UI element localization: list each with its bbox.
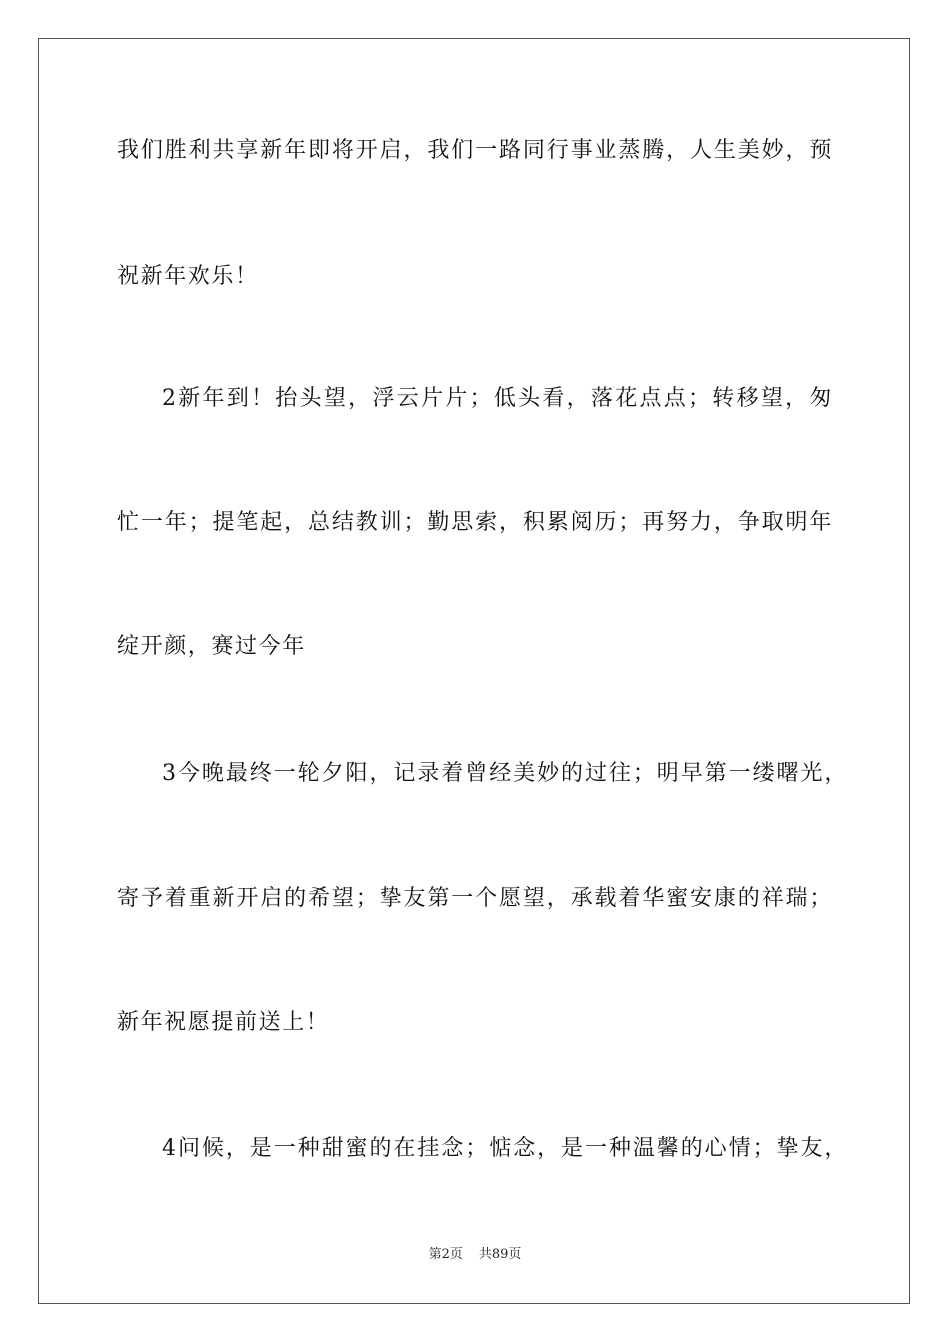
paragraph-1-line-1: 我们胜利共享新年即将开启，我们一路同行事业蒸腾，人生美妙，预 [117,138,833,163]
page-number: 第2页 [428,1247,463,1262]
paragraph-2-line-1: 2新年到！抬头望，浮云片片；低头看，落花点点；转移望，匆 [162,386,833,411]
paragraph-3-line-2: 寄予着重新开启的希望；挚友第一个愿望，承载着华蜜安康的祥瑞； [117,886,833,911]
paragraph-2-line-2: 忙一年；提笔起，总结教训；勤思索，积累阅历；再努力，争取明年 [117,510,833,535]
paragraph-1-line-2: 祝新年欢乐！ [117,264,259,289]
paragraph-4-line-1: 4问候，是一种甜蜜的在挂念；惦念，是一种温馨的心情；挚友， [162,1136,848,1161]
paragraph-3-line-3: 新年祝愿提前送上！ [117,1010,330,1035]
page-total: 共89页 [478,1247,522,1262]
page-border [38,38,910,1304]
paragraph-2-line-3: 绽开颜，赛过今年 [117,634,306,659]
paragraph-3-line-1: 3今晚最终一轮夕阳，记录着曾经美妙的过往；明早第一缕曙光， [162,761,848,786]
page-footer [0,1246,950,1264]
